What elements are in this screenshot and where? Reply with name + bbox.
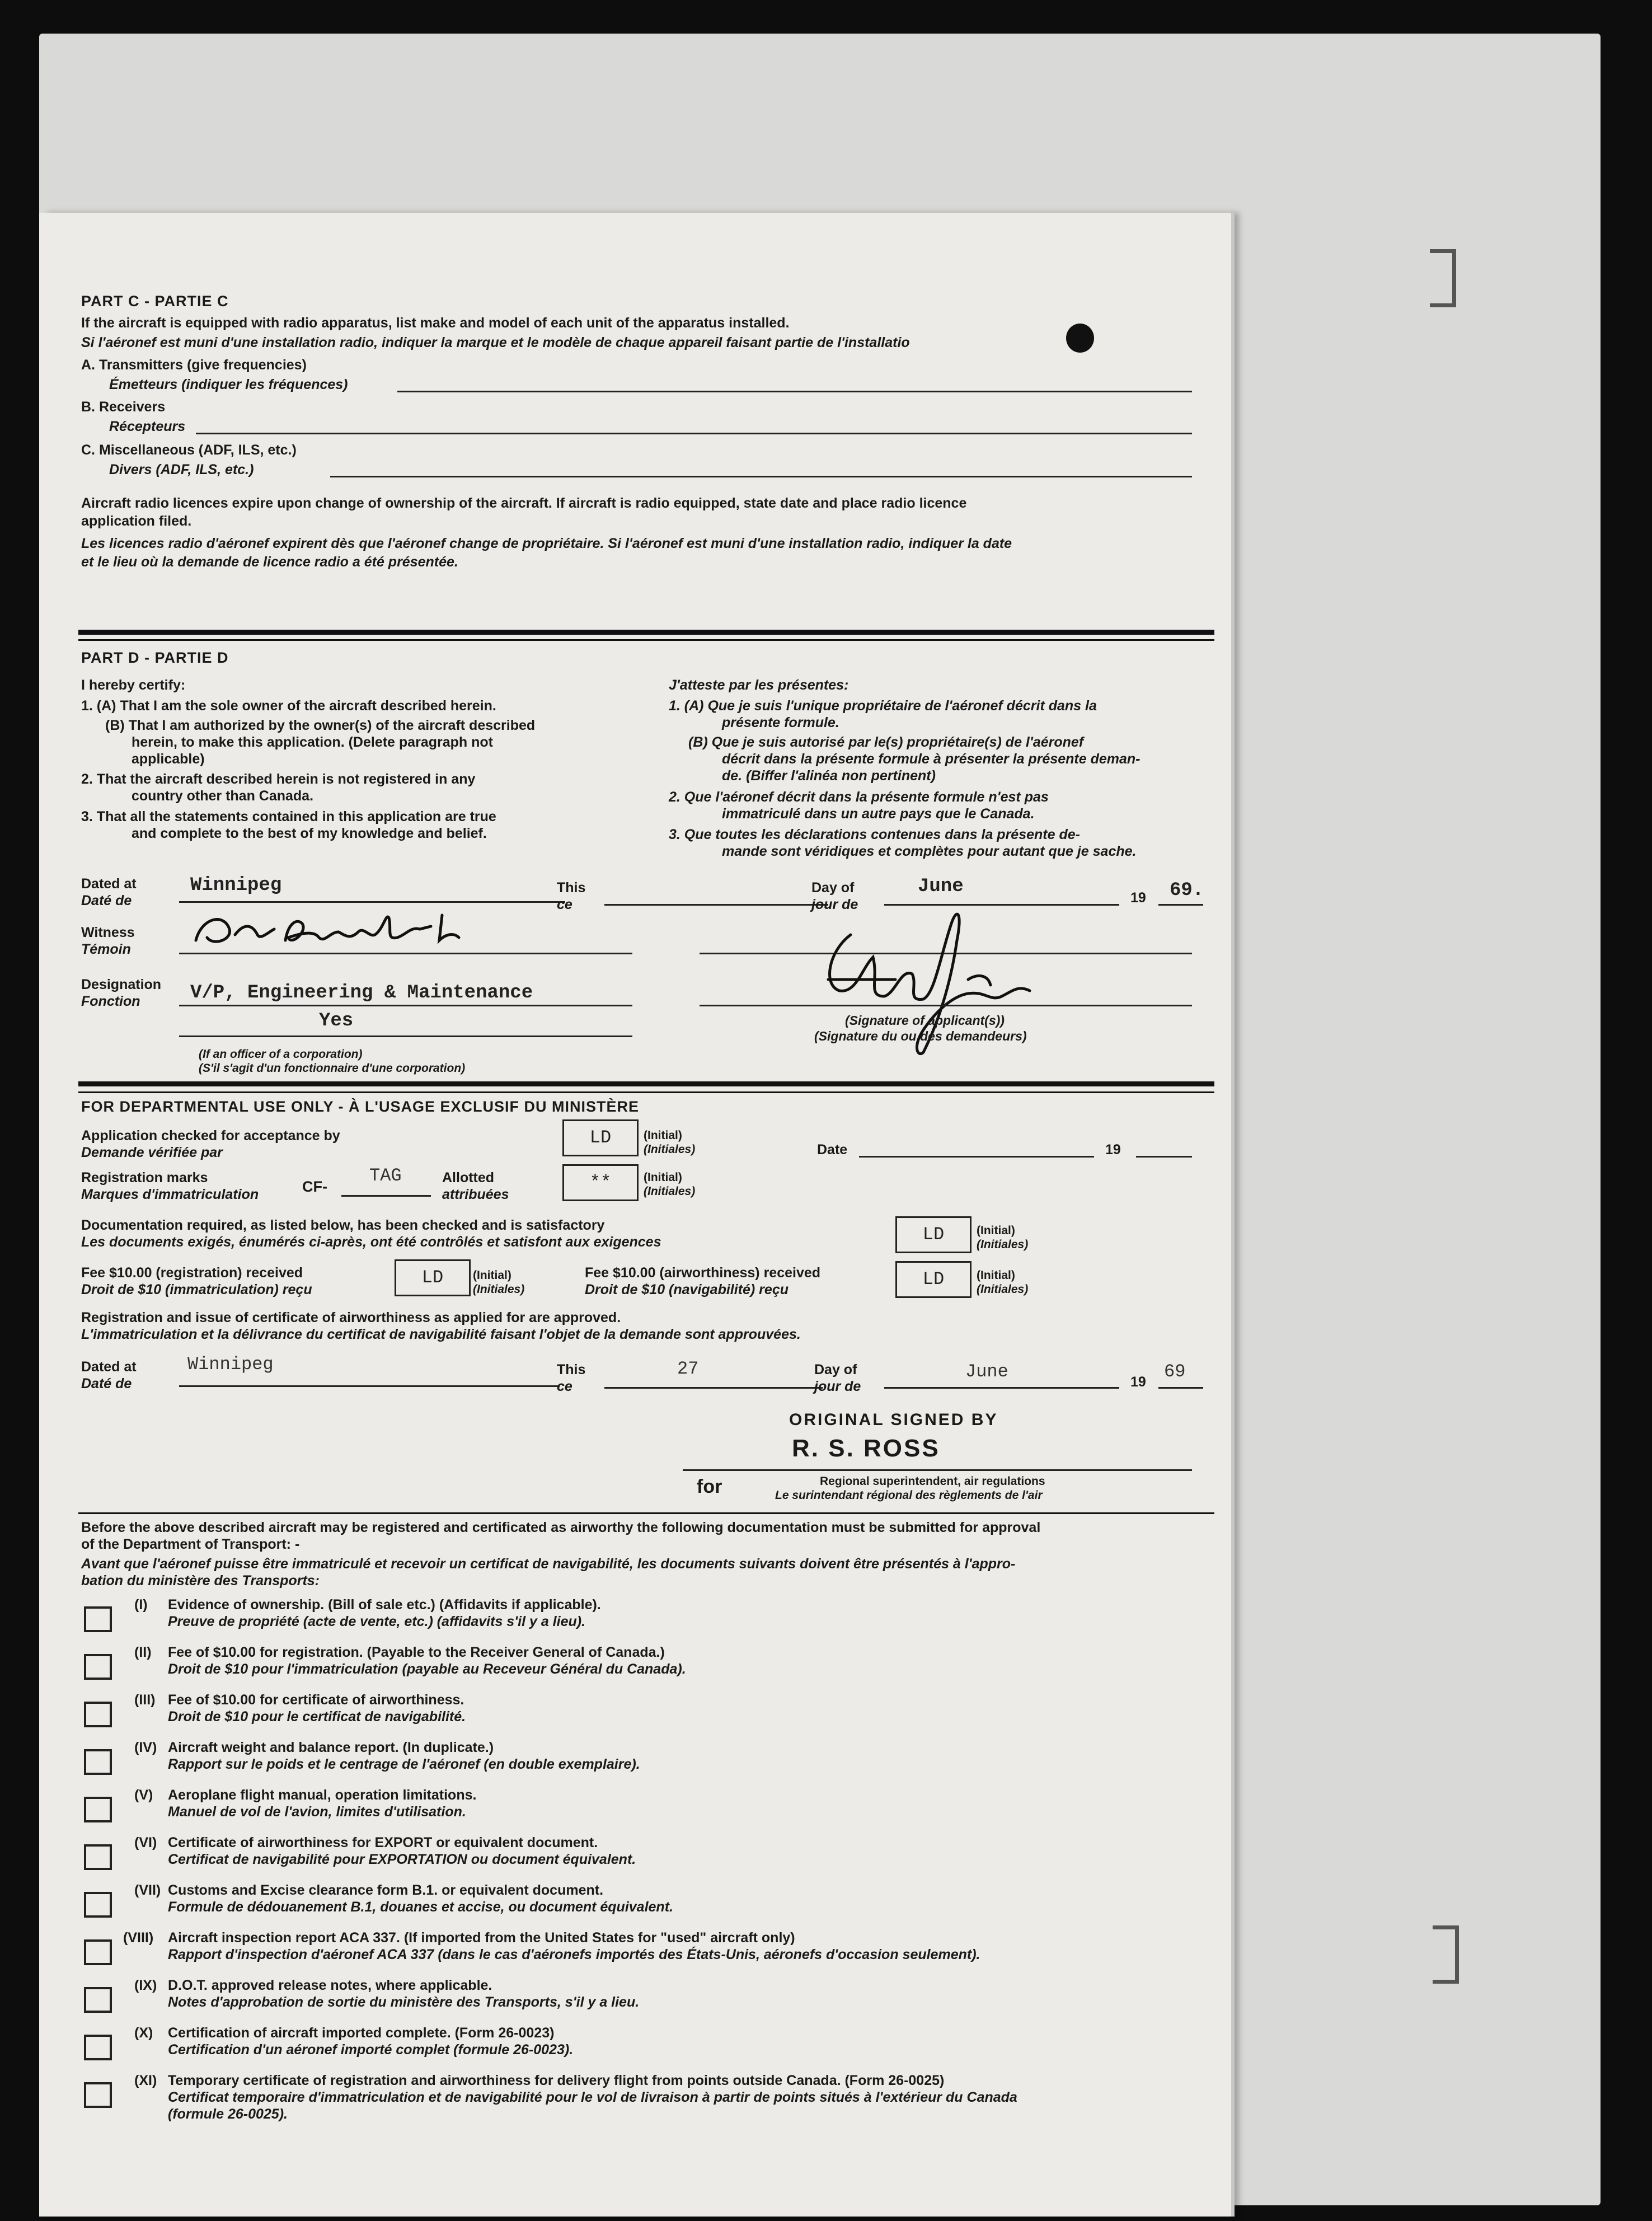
dated-at-label: Dated at	[81, 876, 137, 892]
superintendent-line	[683, 1469, 1192, 1471]
checked-year-line	[1136, 1156, 1192, 1158]
documentation-intro-fr-2: bation du ministère des Transports:	[81, 1573, 320, 1589]
item-text-en: Customs and Excise clearance form B.1. or equivalent document.	[168, 1882, 604, 1898]
item-checkbox[interactable]	[84, 1702, 112, 1727]
fee-reg-fr: Droit de $10 (immatriculation) reçu	[81, 1282, 312, 1297]
certify-fr: J'atteste par les présentes:	[669, 677, 849, 693]
item-checkbox[interactable]	[84, 1654, 112, 1680]
dept-year-line	[1158, 1387, 1203, 1389]
dept-year-value: 69	[1164, 1361, 1186, 1382]
checked-initial-label-fr: (Initiales)	[644, 1143, 696, 1156]
dept-divider-thin	[78, 1091, 1214, 1093]
designation-line	[179, 1005, 632, 1006]
original-signed-stamp: ORIGINAL SIGNED BY	[789, 1411, 998, 1429]
allotted-label: Allotted	[442, 1170, 495, 1186]
dept-day-line	[604, 1387, 823, 1389]
dept-dated-line	[179, 1385, 560, 1387]
documentation-item	[39, 2068, 1214, 2130]
doc-initial-label-fr: (Initiales)	[977, 1238, 1029, 1251]
dept-year-prefix: 19	[1130, 1374, 1146, 1390]
day-of-label-fr: jour de	[811, 897, 858, 912]
dept-day-of-label: Day of	[814, 1362, 857, 1377]
documentation-item	[39, 1878, 1214, 1923]
part-c-intro-fr: Si l'aéronef est muni d'une installation radio, indiquer la marque et le modèle de chaque appareil faisant partie de l'installatio	[81, 335, 910, 350]
receivers-label-fr: Récepteurs	[109, 419, 186, 434]
cert-fr-3-1: 3. Que toutes les déclarations contenues dans la présente de-	[669, 827, 1080, 842]
documentation-item	[39, 1735, 1214, 1780]
approval-fr: L'immatriculation et la délivrance du certificat de navigabilité faisant l'objet de la demande sont approuvées.	[81, 1327, 801, 1342]
documentation-intro-fr-1: Avant que l'aéronef puisse être immatriculé et recevoir un certificat de navigabilité, les documents suivants doivent être présentés à l'appro-	[81, 1556, 1016, 1572]
documentation-item	[39, 1925, 1214, 1970]
dated-at-line	[179, 901, 565, 903]
licence-note-en-2: application filed.	[81, 513, 192, 529]
item-checkbox[interactable]	[84, 1987, 112, 2013]
fee-air-initial-box: LD	[895, 1261, 972, 1298]
fee-air-fr: Droit de $10 (navigabilité) reçu	[585, 1282, 789, 1297]
dept-dated-label: Dated at	[81, 1359, 137, 1375]
checked-label: Application checked for acceptance by	[81, 1128, 340, 1144]
part-c-heading: PART C - PARTIE C	[81, 293, 229, 310]
documentation-item	[39, 1973, 1214, 2018]
witness-label: Witness	[81, 925, 135, 940]
item-number: (IV)	[134, 1740, 157, 1755]
licence-note-fr-2: et le lieu où la demande de licence radio a été présentée.	[81, 554, 458, 570]
documentation-item	[39, 1592, 1214, 1637]
transmitters-label: A. Transmitters (give frequencies)	[81, 357, 307, 373]
item-text-fr: Rapport sur le poids et le centrage de l'aéronef (en double exemplaire).	[168, 1756, 640, 1772]
item-text-fr-continued: (formule 26-0025).	[168, 2106, 288, 2122]
item-text-fr: Manuel de vol de l'avion, limites d'utilisation.	[168, 1804, 466, 1820]
item-number: (I)	[134, 1597, 148, 1613]
certify-en: I hereby certify:	[81, 677, 186, 693]
documentation-item	[39, 1830, 1214, 1875]
dept-this-label: This	[557, 1362, 586, 1377]
fee-air-initial-label: (Initial)	[977, 1269, 1015, 1282]
fee-reg-en: Fee $10.00 (registration) received	[81, 1265, 303, 1281]
registration-form-page	[39, 213, 1231, 2217]
cert-fr-1b-3: de. (Biffer l'alinéa non pertinent)	[722, 768, 936, 784]
reg-marks-label-fr: Marques d'immatriculation	[81, 1187, 259, 1202]
miscellaneous-label-fr: Divers (ADF, ILS, etc.)	[109, 462, 254, 477]
item-checkbox[interactable]	[84, 1606, 112, 1632]
item-text-en: Evidence of ownership. (Bill of sale etc.) (Affidavits if applicable).	[168, 1597, 601, 1613]
dept-day-of-label-fr: jour de	[814, 1379, 861, 1394]
designation-label-fr: Fonction	[81, 994, 140, 1009]
miscellaneous-label: C. Miscellaneous (ADF, ILS, etc.)	[81, 442, 297, 458]
officer-value: Yes	[319, 1010, 354, 1032]
licence-note-fr-1: Les licences radio d'aéronef expirent dès que l'aéronef change de propriétaire. Si l'aéronef est muni d'une installation radio, indiquer la date	[81, 536, 1012, 551]
dated-at-value: Winnipeg	[190, 875, 282, 896]
doc-initial-label: (Initial)	[977, 1224, 1015, 1237]
cert-fr-2-1: 2. Que l'aéronef décrit dans la présente formule n'est pas	[669, 789, 1049, 805]
designation-label: Designation	[81, 977, 162, 992]
item-text-en: Fee of $10.00 for certificate of airworthiness.	[168, 1692, 464, 1708]
cert-en-1b-3: applicable)	[132, 751, 205, 767]
cert-fr-1a-2: présente formule.	[722, 715, 839, 730]
day-of-label: Day of	[811, 880, 855, 896]
cert-en-2-1: 2. That the aircraft described herein is not registered in any	[81, 771, 476, 787]
documentation-intro-en-2: of the Department of Transport: -	[81, 1536, 300, 1552]
item-text-en: D.O.T. approved release notes, where applicable.	[168, 1978, 492, 1993]
signatory-stamp: R. S. ROSS	[792, 1435, 940, 1462]
punch-hole	[1066, 324, 1094, 353]
item-checkbox[interactable]	[84, 1797, 112, 1822]
checked-year-prefix: 19	[1105, 1142, 1121, 1158]
transmitters-label-fr: Émetteurs (indiquer les fréquences)	[109, 377, 348, 392]
item-text-fr: Formule de dédouanement B.1, douanes et accise, ou document équivalent.	[168, 1899, 673, 1915]
cert-en-1b-2: herein, to make this application. (Delete paragraph not	[132, 734, 493, 750]
dept-dated-label-fr: Daté de	[81, 1376, 132, 1391]
cert-fr-3-2: mande sont véridiques et complètes pour autant que je sache.	[722, 844, 1137, 859]
year-line	[1158, 904, 1203, 906]
fee-reg-initial-box: LD	[395, 1259, 471, 1296]
fee-reg-initial-label-fr: (Initiales)	[473, 1283, 525, 1296]
miscellaneous-line	[330, 476, 1192, 477]
receivers-line	[196, 433, 1192, 434]
scan-bracket-bottom	[1433, 1925, 1459, 1984]
departmental-heading: FOR DEPARTMENTAL USE ONLY - À L'USAGE EXCLUSIF DU MINISTÈRE	[81, 1098, 639, 1115]
item-number: (V)	[134, 1787, 153, 1803]
signature-line-2	[700, 1005, 1192, 1006]
this-label-fr: ce	[557, 897, 572, 912]
doc-checked-en: Documentation required, as listed below, has been checked and is satisfactory	[81, 1217, 605, 1233]
item-checkbox[interactable]	[84, 1939, 112, 1965]
section-divider-thin	[78, 639, 1214, 641]
item-number: (II)	[134, 1644, 152, 1660]
witness-line	[179, 953, 632, 954]
checked-label-fr: Demande vérifiée par	[81, 1145, 223, 1160]
witness-signature	[190, 907, 481, 957]
approval-en: Registration and issue of certificate of airworthiness as applied for are approved.	[81, 1310, 621, 1325]
signature-note-fr: (Signature du ou des demandeurs)	[814, 1029, 1027, 1043]
item-number: (XI)	[134, 2073, 157, 2088]
item-text-fr: Certificat de navigabilité pour EXPORTATION ou document équivalent.	[168, 1852, 636, 1867]
item-text-fr: Notes d'approbation de sortie du ministère des Transports, s'il y a lieu.	[168, 1994, 640, 2010]
reg-prefix: CF-	[302, 1178, 327, 1195]
item-text-en: Aircraft weight and balance report. (In duplicate.)	[168, 1740, 494, 1755]
superintendent-en: Regional superintendent, air regulations	[820, 1475, 1045, 1488]
reg-marks-label: Registration marks	[81, 1170, 208, 1186]
month-value: June	[918, 876, 964, 897]
item-text-fr: Preuve de propriété (acte de vente, etc.) (affidavits s'il y a lieu).	[168, 1614, 586, 1629]
reg-marks-line	[341, 1195, 431, 1197]
dept-this-label-fr: ce	[557, 1379, 572, 1394]
year-prefix: 19	[1130, 890, 1146, 906]
checked-initial-label: (Initial)	[644, 1129, 682, 1142]
item-text-en: Temporary certificate of registration and airworthiness for delivery flight from points outside Canada. (Form 26-0025)	[168, 2073, 945, 2088]
section-divider-thick	[78, 630, 1214, 635]
item-number: (VII)	[134, 1882, 161, 1898]
item-number: (X)	[134, 2025, 153, 2041]
transmitters-line	[397, 391, 1192, 392]
item-text-en: Fee of $10.00 for registration. (Payable to the Receiver General of Canada.)	[168, 1644, 665, 1660]
item-text-en: Aircraft inspection report ACA 337. (If imported from the United States for "used" aircraft only)	[168, 1930, 795, 1946]
part-c-intro-en: If the aircraft is equipped with radio apparatus, list make and model of each unit of the apparatus installed.	[81, 315, 790, 331]
officer-note-en: (If an officer of a corporation)	[199, 1048, 363, 1061]
checked-date-label: Date	[817, 1142, 848, 1158]
item-checkbox[interactable]	[84, 1844, 112, 1870]
checked-initial-box: LD	[562, 1119, 639, 1156]
receivers-label: B. Receivers	[81, 399, 166, 415]
item-number: (VI)	[134, 1835, 157, 1850]
fee-reg-initial-label: (Initial)	[473, 1269, 511, 1282]
item-text-fr: Certification d'un aéronef importé complet (formule 26-0023).	[168, 2042, 574, 2058]
allotted-label-fr: attribuées	[442, 1187, 509, 1202]
item-text-en: Certification of aircraft imported complete. (Form 26-0023)	[168, 2025, 555, 2041]
dept-day-value: 27	[677, 1358, 699, 1379]
fee-air-initial-label-fr: (Initiales)	[977, 1283, 1029, 1296]
documentation-item	[39, 1688, 1214, 1732]
doc-checked-fr: Les documents exigés, énumérés ci-après, ont été contrôlés et satisfont aux exigences	[81, 1234, 661, 1250]
designation-value: V/P, Engineering & Maintenance	[190, 982, 533, 1004]
cert-en-1a: 1. (A) That I am the sole owner of the aircraft described herein.	[81, 698, 496, 714]
documentation-intro-en-1: Before the above described aircraft may be registered and certificated as airworthy the following documentation must be submitted for approval	[81, 1520, 1041, 1535]
cert-en-2-2: country other than Canada.	[132, 788, 314, 804]
documentation-item	[39, 1783, 1214, 1828]
licence-note-en-1: Aircraft radio licences expire upon change of ownership of the aircraft. If aircraft is radio equipped, state date and place radio licence	[81, 495, 967, 511]
documentation-item	[39, 2021, 1214, 2065]
officer-line	[179, 1035, 632, 1037]
item-checkbox[interactable]	[84, 1892, 112, 1918]
superintendent-fr: Le surintendant régional des règlements de l'air	[775, 1489, 1043, 1502]
year-value: 69.	[1170, 880, 1204, 901]
item-checkbox[interactable]	[84, 1749, 112, 1775]
item-text-en: Certificate of airworthiness for EXPORT or equivalent document.	[168, 1835, 598, 1850]
cert-fr-1a-1: 1. (A) Que je suis l'unique propriétaire de l'aéronef décrit dans la	[669, 698, 1097, 714]
this-label: This	[557, 880, 586, 896]
scan-bracket-top	[1430, 249, 1456, 307]
dept-month-line	[884, 1387, 1119, 1389]
item-text-en: Aeroplane flight manual, operation limitations.	[168, 1787, 477, 1803]
cert-fr-2-2: immatriculé dans un autre pays que le Canada.	[722, 806, 1035, 822]
item-text-fr: Droit de $10 pour le certificat de navigabilité.	[168, 1709, 466, 1725]
dept-divider-thick	[78, 1081, 1214, 1086]
allotted-initial-label: (Initial)	[644, 1171, 682, 1184]
allotted-initial-label-fr: (Initiales)	[644, 1185, 696, 1198]
item-text-fr: Rapport d'inspection d'aéronef ACA 337 (dans le cas d'aéronefs importés des États-Unis, aéronefs d'occasion seulement).	[168, 1947, 980, 1962]
cert-en-3-2: and complete to the best of my knowledge and belief.	[132, 826, 487, 841]
doc-initial-box: LD	[895, 1216, 972, 1253]
item-number: (IX)	[134, 1978, 157, 1993]
part-d-heading: PART D - PARTIE D	[81, 649, 229, 666]
item-checkbox[interactable]	[84, 2082, 112, 2108]
documentation-item	[39, 1640, 1214, 1685]
item-number: (III)	[134, 1692, 156, 1708]
cert-fr-1b-1: (B) Que je suis autorisé par le(s) propriétaire(s) de l'aéronef	[688, 734, 1084, 750]
cert-en-1b-1: (B) That I am authorized by the owner(s) of the aircraft described	[105, 718, 536, 733]
signature-note-en: (Signature of applicant(s))	[845, 1013, 1005, 1028]
item-text-fr: Certificat temporaire d'immatriculation et de navigabilité pour le vol de livraison à partir de points situés à l'extérieur du Canada	[168, 2089, 1017, 2105]
officer-note-fr: (S'il s'agit d'un fonctionnaire d'une corporation)	[199, 1062, 466, 1075]
allotted-initial-box: **	[562, 1164, 639, 1201]
fee-air-en: Fee $10.00 (airworthiness) received	[585, 1265, 821, 1281]
checked-date-line	[859, 1156, 1094, 1158]
witness-label-fr: Témoin	[81, 941, 131, 957]
dept-month-value: June	[965, 1361, 1008, 1382]
item-checkbox[interactable]	[84, 2035, 112, 2060]
item-number: (VIII)	[123, 1930, 154, 1946]
item-text-fr: Droit de $10 pour l'immatriculation (payable au Receveur Général du Canada).	[168, 1661, 686, 1677]
documentation-divider	[78, 1512, 1214, 1514]
dated-at-label-fr: Daté de	[81, 893, 132, 908]
cert-fr-1b-2: décrit dans la présente formule à présenter la présente deman-	[722, 751, 1141, 767]
reg-marks-value: TAG	[369, 1165, 402, 1186]
dept-dated-value: Winnipeg	[187, 1354, 274, 1375]
cert-en-3-1: 3. That all the statements contained in this application are true	[81, 809, 496, 824]
for-label: for	[697, 1476, 722, 1497]
